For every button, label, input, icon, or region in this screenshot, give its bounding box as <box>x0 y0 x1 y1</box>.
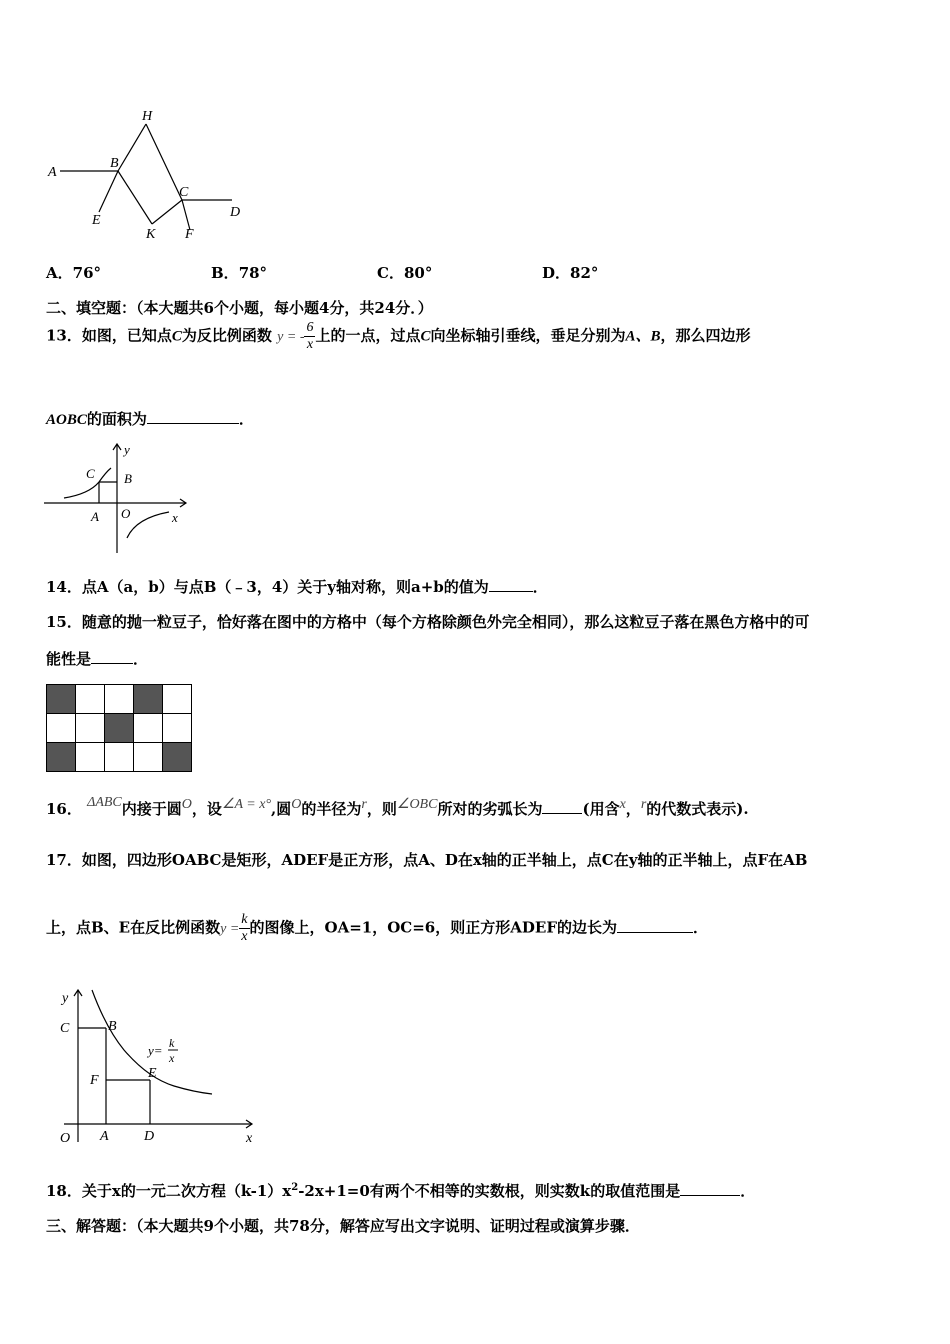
label-b: B <box>108 1019 117 1034</box>
grid-row <box>47 743 192 772</box>
label-e: E <box>92 213 101 228</box>
answer-blank-16[interactable] <box>542 799 582 814</box>
grid-row <box>47 714 192 743</box>
grid-cell-white <box>134 714 163 743</box>
question-13-line1: 13．如图，已知点C为反比例函数 y = - $\frac{6}{x}$ 上的一点，过点C向坐标轴引垂线，垂足分别为A、B，那么四边形 <box>46 320 751 352</box>
curve-label-y: y= <box>148 1043 163 1058</box>
answer-blank-17[interactable] <box>617 918 693 933</box>
label-d: D <box>144 1129 155 1144</box>
grid-cell-white <box>163 685 192 714</box>
label-c: C <box>86 466 95 481</box>
option-a[interactable]: A．76° <box>46 264 102 282</box>
rectangle-square-figure-q17 <box>44 984 264 1149</box>
checker-grid <box>46 684 192 772</box>
grid-cell-white <box>163 714 192 743</box>
function-fraction: $\frac{k}{x}$ <box>241 912 248 944</box>
answer-blank-15[interactable] <box>91 649 133 664</box>
label-f: F <box>90 1073 99 1088</box>
grid-cell-black <box>105 714 134 743</box>
function-fraction: $\frac{6}{x}$ <box>306 320 314 352</box>
option-d[interactable]: D．82° <box>542 264 599 282</box>
geometry-figure-q12 <box>44 104 254 244</box>
grid-cell-white <box>76 714 105 743</box>
label-b: B <box>110 156 119 171</box>
grid-cell-white <box>47 714 76 743</box>
label-k: K <box>146 227 156 242</box>
question-17-line2: 上，点B、E在反比例函数y = $\frac{k}{x}$ 的图像上，OA=1，OC=6，则正方形ADEF的边长为 ． <box>46 912 708 944</box>
question-13-line2: AOBC的面积为 ． <box>46 410 254 428</box>
question-16: 16． ΔABC内接于圆O，设∠A = x°,圆O的半径为r，则∠OBC所对的劣弧长为 (用含x，r的代数式表示). <box>46 795 749 818</box>
grid-cell-white <box>76 743 105 772</box>
option-c[interactable]: C．80° <box>377 264 433 282</box>
grid-cell-black <box>163 743 192 772</box>
grid-cell-black <box>47 685 76 714</box>
label-c: C <box>179 185 189 200</box>
label-b: B <box>124 471 132 486</box>
label-e: E <box>148 1066 157 1081</box>
question-18: 18．关于x的一元二次方程$(k-1)x^2-2x+1=0$有两个不相等的实数根，则实数k的取值范围是 ． <box>46 1182 756 1200</box>
grid-cell-white <box>134 743 163 772</box>
option-b[interactable]: B．78° <box>211 264 268 282</box>
section-3-heading: 三、解答题：（本大题共9个小题，共78分，解答应写出文字说明、证明过程或演算步骤． <box>46 1217 640 1235</box>
question-15-line1: 15．随意的抛一粒豆子，恰好落在图中的方格中（每个方格除颜色外完全相同），那么这粒豆子落在黑色方格中的可 <box>46 613 810 631</box>
axis-label-y: y <box>124 442 130 457</box>
label-o: O <box>60 1131 71 1146</box>
grid-cell-white <box>105 685 134 714</box>
answer-blank-14[interactable] <box>489 577 533 592</box>
axis-label-x: x <box>172 510 178 525</box>
label-a: A <box>91 509 99 524</box>
grid-cell-white <box>105 743 134 772</box>
label-d: D <box>230 205 241 220</box>
section-2-heading: 二、填空题：（本大题共6个小题，每小题4分，共24分．） <box>46 299 433 317</box>
grid-row <box>47 685 192 714</box>
axis-label-y: y <box>62 991 69 1006</box>
grid-cell-white <box>76 685 105 714</box>
question-17-line1: 17．如图，四边形OABC是矩形，ADEF是正方形，点A、D在x轴的正半轴上，点C在y轴的正半轴上，点F在AB <box>46 851 808 869</box>
axis-label-x: x <box>246 1131 253 1146</box>
grid-cell-black <box>47 743 76 772</box>
answer-blank-18[interactable] <box>680 1181 740 1196</box>
label-f: F <box>185 227 194 242</box>
function-lhs: y = - <box>277 329 305 345</box>
label-o: O <box>121 506 131 521</box>
question-15-line2: 能性是 ． <box>46 650 149 668</box>
curve-label-x: x <box>169 1051 175 1065</box>
answer-blank-13[interactable] <box>147 409 239 424</box>
question-14: 14．点A（a，b）与点B（﹣3，4）关于y轴对称，则a+b的值为 ． <box>46 578 548 596</box>
label-a: A <box>100 1129 109 1144</box>
label-a: A <box>48 165 57 180</box>
curve-label-k: k <box>169 1036 175 1050</box>
label-h: H <box>142 109 153 124</box>
grid-cell-black <box>134 685 163 714</box>
label-c: C <box>60 1021 70 1036</box>
hyperbola-figure-q13 <box>44 438 194 558</box>
